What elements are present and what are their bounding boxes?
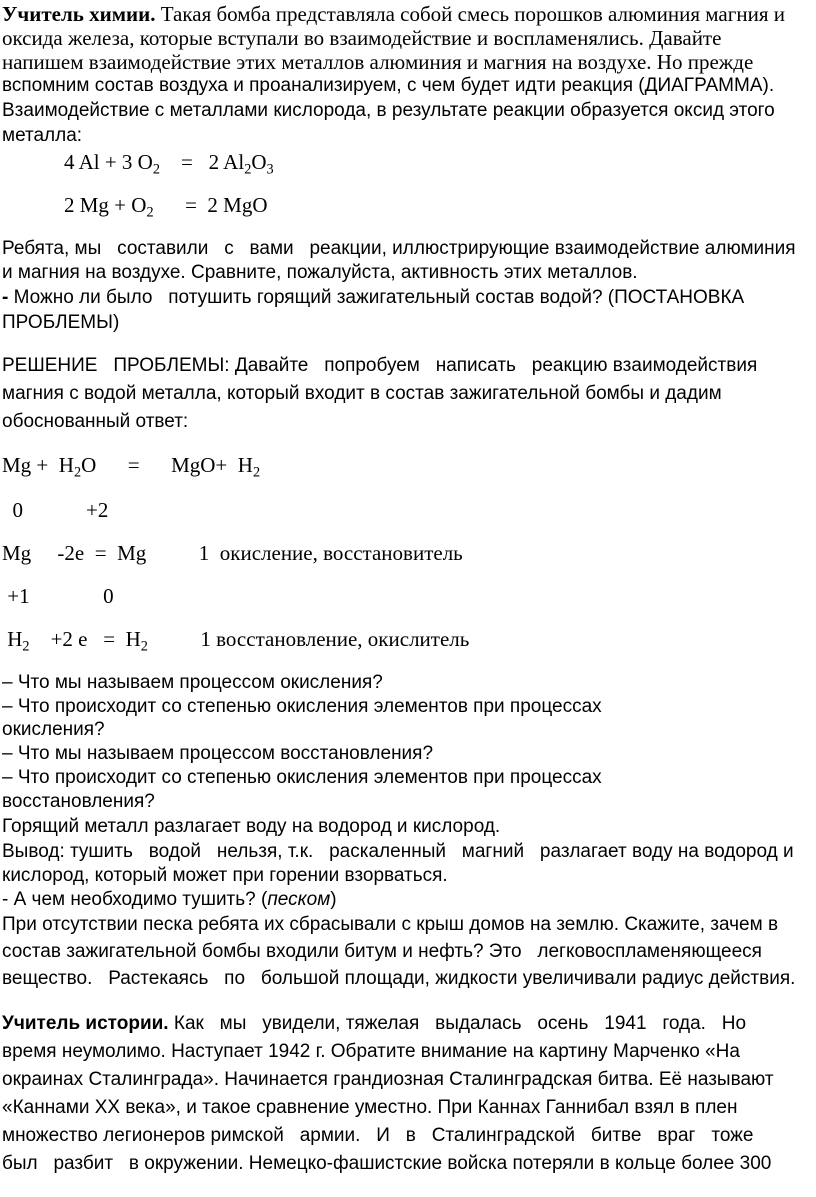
- solution-line: обоснованный ответ:: [2, 411, 189, 432]
- problem-question: - Можно ли было потушить горящий зажигательный состав водой? (ПОСТАНОВКА: [2, 287, 745, 308]
- extinguish-question: - А чем необходимо тушить? (песком): [2, 889, 337, 910]
- compare-line: Ребята, мы составили с вами реакции, иллюстрирующие взаимодействие алюминия: [2, 238, 796, 259]
- chemistry-intro-line: напишем взаимодействие этих металлов алюминия и магния на воздухе. Но прежде: [2, 50, 754, 74]
- solution-line: магния с водой металла, который входит в состав зажигательной бомбы и дадим: [2, 383, 722, 404]
- chemistry-intro-line: Взаимодействие с металлами кислорода, в результате реакции образуется оксид этого: [2, 100, 775, 121]
- question-item: окисления?: [2, 719, 105, 740]
- solution-line: РЕШЕНИЕ ПРОБЛЕМЫ: Давайте попробуем написать реакцию взаимодействия: [2, 355, 758, 376]
- half-reaction-h: $H_2$ +2 $e = H_2$ 1 восстановление, окислитель: [2, 627, 470, 655]
- speaker-history: Учитель истории.: [2, 1013, 169, 1034]
- question-item: – Что мы называем процессом восстановления?: [2, 743, 434, 764]
- question-item: – Что происходит со степенью окисления элементов при процессах: [2, 696, 602, 717]
- history-line: время неумолимо. Наступает 1942 г. Обратите внимание на картину Марченко «На: [2, 1041, 740, 1062]
- problem-question: ПРОБЛЕМЫ): [2, 312, 120, 333]
- compare-line: и магния на воздухе. Сравните, пожалуйста, активность этих металлов.: [2, 262, 638, 283]
- chemistry-intro-line: металла:: [2, 125, 83, 146]
- oxidation-states: 0 +2: [2, 498, 109, 522]
- burning-statement: Горящий металл разлагает воду на водород и кислород.: [2, 816, 501, 837]
- history-line: окраинах Сталинграда». Начинается грандиозная Сталинградская битва. Её называют: [2, 1069, 774, 1090]
- chemistry-intro-line: вспомним состав воздуха и проанализируем, с чем будет идти реакция (ДИАГРАММА).: [2, 75, 775, 96]
- reaction-mg-water: $Mg + H_2O$ = $MgO+ H_2$: [2, 453, 261, 481]
- history-line: был разбит в окружении. Немецко-фашистские войска потеряли в кольце более 300: [2, 1153, 772, 1174]
- chemistry-intro-line: оксида железа, которые вступали во взаимодействие и воспламенялись. Давайте: [2, 26, 722, 50]
- sand-line: При отсутствии песка ребята их сбрасывали с крыш домов на землю. Скажите, зачем в: [2, 914, 779, 935]
- chemistry-intro-line: Учитель химии. Такая бомба представляла собой смесь порошков алюминия магния и: [2, 2, 785, 26]
- half-reaction-mg: Mg -2e = Mg 1 окисление, восстановитель: [2, 541, 463, 565]
- history-line: множество легионеров римской армии. И в Сталинградской битве враг тоже: [2, 1125, 754, 1146]
- question-item: восстановления?: [2, 791, 155, 812]
- equation-aluminium: 4 Al + 3 $O_2$ = 2 $Al_2O_3$: [64, 150, 274, 178]
- history-line: «Каннами XX века», и такое сравнение уместно. При Каннах Ганнибал взял в плен: [2, 1097, 738, 1118]
- conclusion-line: Вывод: тушить водой нельзя, т.к. раскаленный магний разлагает воду на водород и: [2, 841, 794, 862]
- speaker-chemistry: Учитель химии.: [2, 2, 156, 26]
- sand-line: состав зажигательной бомбы входили битум и нефть? Это легковоспламеняющееся: [2, 941, 762, 962]
- equation-magnesium: 2 $Mg + O_2$ = 2 MgO: [64, 193, 268, 221]
- conclusion-line: кислород, который может при горении взорваться.: [2, 865, 448, 886]
- history-intro-line: Учитель истории. Как мы увидели, тяжелая выдалась осень 1941 года. Но: [2, 1013, 747, 1034]
- question-item: – Что мы называем процессом окисления?: [2, 672, 383, 693]
- oxidation-states: +1 0: [2, 584, 114, 608]
- sand-line: вещество. Растекаясь по большой площади, жидкости увеличивали радиус действия.: [2, 968, 796, 989]
- question-item: – Что происходит со степенью окисления элементов при процессах: [2, 767, 602, 788]
